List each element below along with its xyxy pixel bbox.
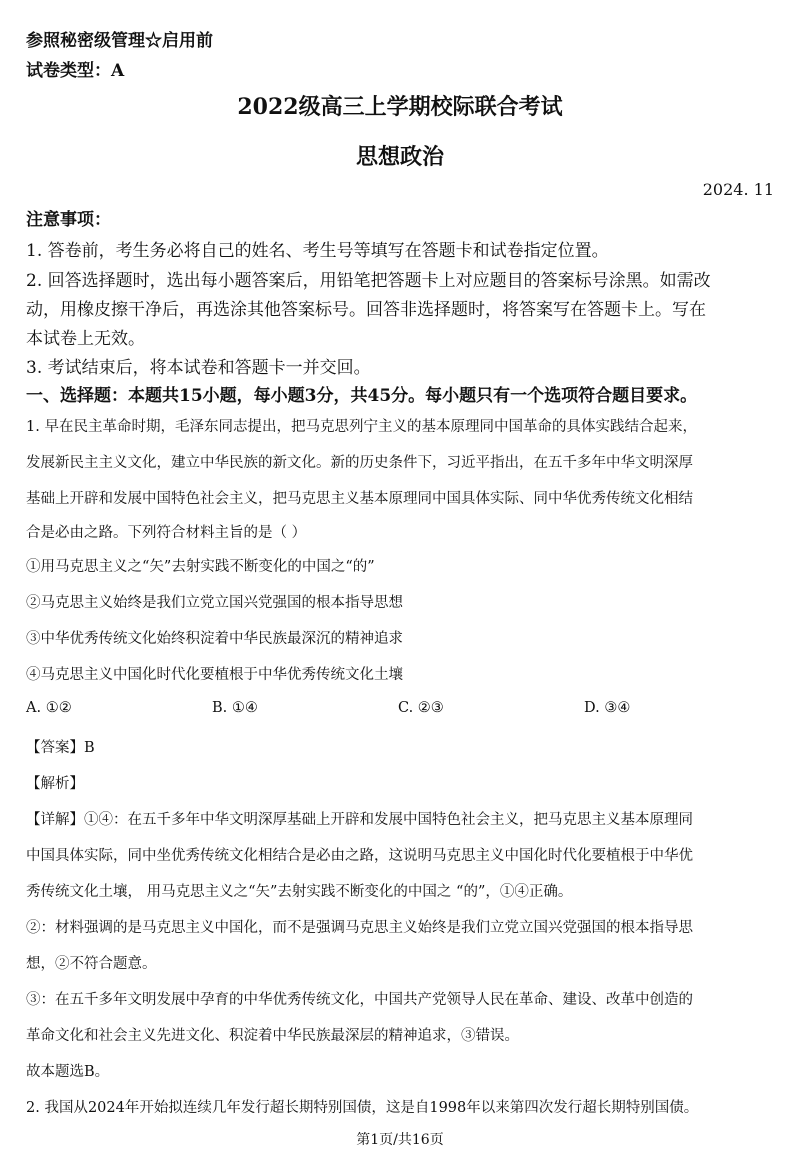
page-number: 第1页/共16页 xyxy=(356,1132,444,1148)
statement-4: ④马克思主义中国化时代化要植根于中华优秀传统文化土壤 xyxy=(26,667,403,683)
answer-options xyxy=(26,700,786,722)
answer-label: 【答案】B xyxy=(26,740,95,756)
exam-title: 2022级高三上学期校际联合考试 xyxy=(237,94,563,120)
notice-heading: 注意事项： xyxy=(26,210,111,230)
question-stem-line: 合是必由之路。下列符合材料主旨的是（ ） xyxy=(26,525,307,541)
notice-line: 3. 考试结束后，将本试卷和答题卡一并交回。 xyxy=(26,358,371,378)
detail-line: ②：材料强调的是马克思主义中国化，而不是强调马克思主义始终是我们立党立国兴党强国的根本指导思 xyxy=(26,920,693,936)
section-heading: 一、选择题：本题共15小题，每小题3分，共45分。每小题只有一个选项符合题目要求。 xyxy=(26,386,698,406)
exam-date: 2024. 11 xyxy=(702,180,774,199)
option-b: B. ①④ xyxy=(212,700,258,716)
detail-line: 【详解】①④：在五千多年中华文明深厚基础上开辟和发展中国特色社会主义，把马克思主义基本原理同 xyxy=(26,812,693,828)
notice-line: 1. 答卷前，考生务必将自己的姓名、考生号等填写在答题卡和试卷指定位置。 xyxy=(26,241,609,261)
detail-line: ③：在五千多年文明发展中孕育的中华优秀传统文化，中国共产党领导人民在革命、建设、改革中创造的 xyxy=(26,992,693,1008)
option-a: A. ①② xyxy=(26,700,72,716)
analysis-label: 【解析】 xyxy=(26,776,84,792)
statement-1: ①用马克思主义之“矢”去射实践不断变化的中国之“的” xyxy=(26,559,375,575)
notice-line: 动，用橡皮擦干净后，再选涂其他答案标号。回答非选择题时，将答案写在答题卡上。写在 xyxy=(26,300,706,320)
detail-line: 秀传统文化土壤， 用马克思主义之“矢”去射实践不断变化的中国之 “的”，①④正确。 xyxy=(26,884,573,900)
notice-line: 2. 回答选择题时，选出每小题答案后，用铅笔把答题卡上对应题目的答案标号涂黑。如需改 xyxy=(26,271,711,291)
option-c: C. ②③ xyxy=(398,700,444,716)
conclusion-line: 故本题选B。 xyxy=(26,1064,110,1080)
question-stem-line: 基础上开辟和发展中国特色社会主义，把马克思主义基本原理同中国具体实际、同中华优秀传统文化相结 xyxy=(26,491,693,507)
confidential-label: 参照秘密级管理☆启用前 xyxy=(26,31,213,51)
paper-type-label: 试卷类型：A xyxy=(26,61,125,81)
notice-line: 本试卷上无效。 xyxy=(26,329,145,349)
statement-2: ②马克思主义始终是我们立党立国兴党强国的根本指导思想 xyxy=(26,595,403,611)
question-stem-line: 1. 早在民主革命时期，毛泽东同志提出，把马克思列宁主义的基本原理同中国革命的具体实践结合起来， xyxy=(26,419,697,435)
question-2-stem: 2. 我国从2024年开始拟连续几年发行超长期特别国债，这是自1998年以来第四次发行超长期特别国债。 xyxy=(26,1100,699,1116)
subject-title: 思想政治 xyxy=(355,144,444,170)
question-stem-line: 发展新民主主义文化，建立中华民族的新文化。新的历史条件下，习近平指出，在五千多年中华文明深厚 xyxy=(26,455,693,471)
statement-3: ③中华优秀传统文化始终积淀着中华民族最深沉的精神追求 xyxy=(26,631,403,647)
detail-line: 中国具体实际，同中坐优秀传统文化相结合是必由之路，这说明马克思主义中国化时代化要植根于中华优 xyxy=(26,848,693,864)
detail-line: 革命文化和社会主义先进文化、积淀着中华民族最深层的精神追求，③错误。 xyxy=(26,1028,519,1044)
option-d: D. ③④ xyxy=(584,700,631,716)
detail-line: 想，②不符合题意。 xyxy=(26,956,157,972)
